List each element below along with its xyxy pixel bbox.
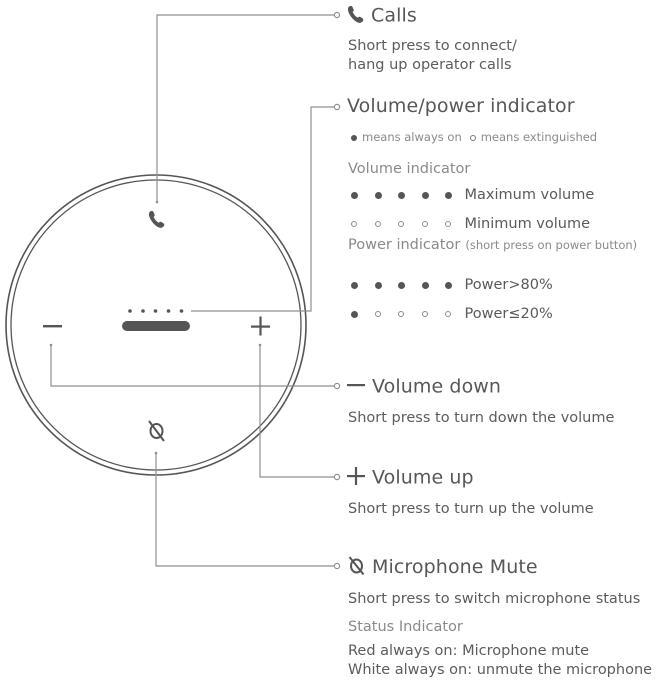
power-indicator-label: Power indicator <box>348 237 461 253</box>
power-low-row <box>351 306 553 322</box>
mic-mute-title-text: Microphone Mute <box>372 556 538 578</box>
dot-on-icon <box>422 282 429 289</box>
minus-icon <box>347 376 366 398</box>
volume-min-label: Minimum volume <box>464 216 591 232</box>
device-plus-icon <box>251 317 270 336</box>
volume-up-title <box>347 467 474 489</box>
mic-mute-title <box>347 556 538 579</box>
dot-on-icon <box>351 282 358 289</box>
status-white-text: White always on: unmute the microphone <box>348 662 653 678</box>
status-indicator-label: Status Indicator <box>348 619 463 635</box>
calls-title-text: Calls <box>371 4 417 27</box>
dot-on-icon <box>398 192 405 199</box>
volume-up-title-text: Volume up <box>372 466 474 489</box>
calls-title <box>347 5 417 27</box>
calls-description <box>348 37 517 75</box>
power-high-dots <box>351 282 469 289</box>
device-phone-icon <box>149 211 164 228</box>
calls-desc-line2: hang up operator calls <box>348 57 512 73</box>
legend-off-dot-icon <box>470 135 476 141</box>
mic-mute-description: Short press to switch microphone status <box>348 591 641 607</box>
dot-off-icon <box>375 221 381 227</box>
leader-volume-power <box>191 107 334 311</box>
dot-on-icon <box>445 192 452 199</box>
dot-off-icon <box>398 221 404 227</box>
legend-off-label: means extinguished <box>480 130 598 144</box>
volume-min-row <box>351 216 590 232</box>
dot-off-icon <box>351 221 357 227</box>
volume-down-title-text: Volume down <box>372 375 502 398</box>
volume-max-row <box>351 187 594 203</box>
dot-off-icon <box>445 221 451 227</box>
calls-desc-line1: Short press to connect/ <box>348 38 517 54</box>
dot-off-icon <box>398 311 404 317</box>
indicator-legend <box>351 132 597 144</box>
volume-up-description: Short press to turn up the volume <box>348 501 594 517</box>
dot-on-icon <box>398 282 405 289</box>
legend-on-dot-icon <box>351 135 357 141</box>
plus-icon <box>347 467 366 489</box>
dot-on-icon <box>445 282 452 289</box>
mic-mute-icon <box>347 556 366 579</box>
dot-on-icon <box>375 282 382 289</box>
volume-down-description: Short press to turn down the volume <box>348 410 615 426</box>
dot-off-icon <box>422 311 428 317</box>
leader-volume-up <box>260 345 334 477</box>
dot-off-icon <box>422 221 428 227</box>
legend-on-label: means always on <box>362 130 462 144</box>
dot-on-icon <box>422 192 429 199</box>
dot-off-icon <box>375 311 381 317</box>
device-power-bar <box>122 321 190 331</box>
phone-icon <box>347 5 365 27</box>
device-indicator-dots <box>128 309 183 313</box>
power-low-dots <box>351 311 469 318</box>
volume-min-dots <box>351 221 469 227</box>
leader-volume-down <box>51 345 334 386</box>
leader-calls <box>157 15 334 202</box>
volume-max-dots <box>351 192 469 199</box>
power-indicator-note: (short press on power button) <box>465 238 638 252</box>
power-high-label: Power>80% <box>464 277 553 293</box>
device-minus-icon <box>43 325 62 327</box>
status-red-text: Red always on: Microphone mute <box>348 643 590 659</box>
power-indicator-heading <box>348 236 637 253</box>
device-mic-mute-icon <box>149 421 164 441</box>
power-high-row <box>351 277 553 293</box>
dot-on-icon <box>351 311 358 318</box>
volume-power-title: Volume/power indicator <box>347 95 575 117</box>
dot-on-icon <box>351 192 358 199</box>
leader-mic-mute <box>156 453 334 566</box>
volume-down-title <box>347 376 501 398</box>
power-low-label: Power≤20% <box>464 306 553 322</box>
dot-off-icon <box>445 311 451 317</box>
volume-max-label: Maximum volume <box>464 187 595 203</box>
mic-status-list <box>348 642 652 680</box>
volume-indicator-label: Volume indicator <box>348 161 471 177</box>
dot-on-icon <box>375 192 382 199</box>
